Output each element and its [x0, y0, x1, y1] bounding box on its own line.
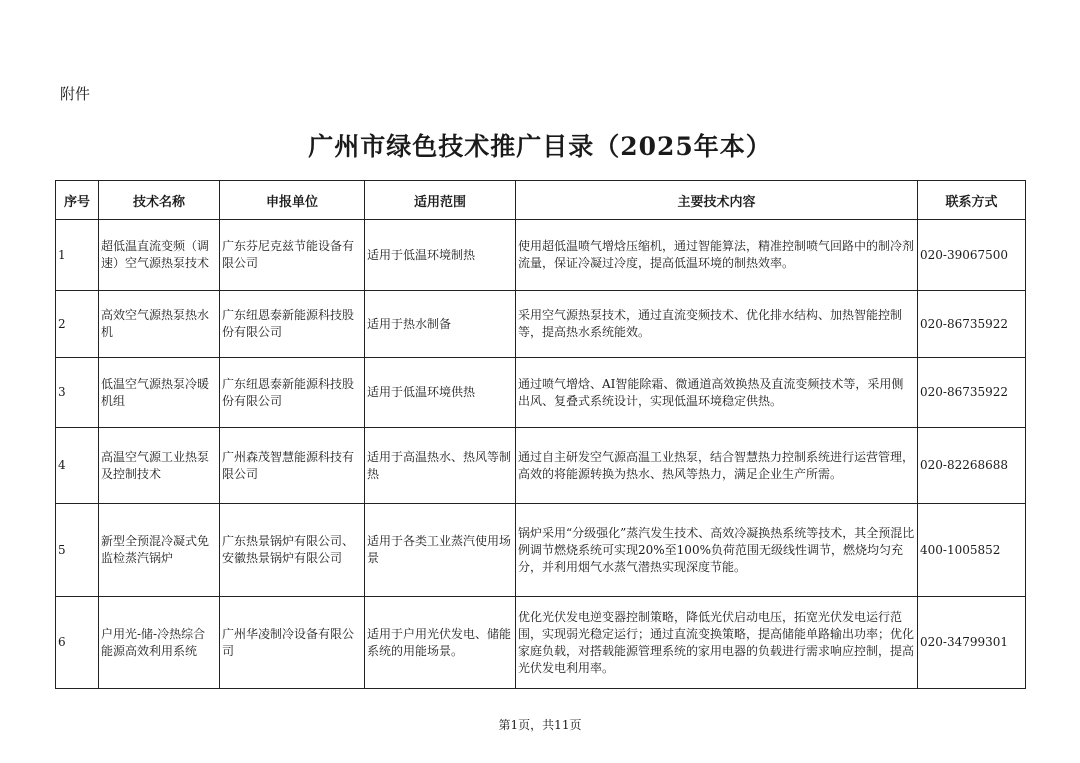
cell-contact: 020-86735922 [918, 358, 1026, 428]
cell-scope: 适用于低温环境供热 [365, 358, 516, 428]
cell-unit: 广东热景锅炉有限公司、安徽热景锅炉有限公司 [220, 504, 365, 597]
header-contact: 联系方式 [918, 181, 1026, 220]
header-scope: 适用范围 [365, 181, 516, 220]
table-row [56, 428, 1026, 504]
attachment-label: 附件 [60, 85, 91, 103]
cell-content: 使用超低温喷气增焓压缩机，通过智能算法，精准控制喷气回路中的制冷剂流量，保证冷凝过冷度，提高低温环境的制热效率。 [516, 220, 918, 291]
table-header-row [56, 181, 1026, 220]
cell-scope: 适用于户用光伏发电、储能系统的用能场景。 [365, 597, 516, 689]
cell-no: 6 [56, 597, 99, 689]
technology-catalog-table [55, 180, 1026, 689]
header-unit: 申报单位 [220, 181, 365, 220]
cell-content: 通过自主研发空气源高温工业热泵，结合智慧热力控制系统进行运营管理，高效的将能源转换为热水、热风等热力，满足企业生产所需。 [516, 428, 918, 504]
cell-unit: 广东纽恩泰新能源科技股份有限公司 [220, 291, 365, 358]
cell-no: 1 [56, 220, 99, 291]
cell-scope: 适用于低温环境制热 [365, 220, 516, 291]
cell-name: 新型全预混冷凝式免监检蒸汽锅炉 [99, 504, 220, 597]
header-no: 序号 [56, 181, 99, 220]
cell-scope: 适用于热水制备 [365, 291, 516, 358]
cell-content: 通过喷气增焓、AI智能除霜、微通道高效换热及直流变频技术等，采用侧出风、复叠式系统设计，实现低温环境稳定供热。 [516, 358, 918, 428]
cell-contact: 020-86735922 [918, 291, 1026, 358]
table-row [56, 597, 1026, 689]
cell-contact: 400-1005852 [918, 504, 1026, 597]
page-number: 第1页，共11页 [498, 718, 582, 732]
cell-name: 超低温直流变频（调速）空气源热泵技术 [99, 220, 220, 291]
cell-scope: 适用于各类工业蒸汽使用场景 [365, 504, 516, 597]
cell-content: 锅炉采用“分级强化”蒸汽发生技术、高效冷凝换热系统等技术，其全预混比例调节燃烧系统可实现20%至100%负荷范围无级线性调节，燃烧均匀充分，并利用烟气水蒸气潜热实现深度节能。 [516, 504, 918, 597]
cell-name: 高效空气源热泵热水机 [99, 291, 220, 358]
header-name: 技术名称 [99, 181, 220, 220]
cell-unit: 广东纽恩泰新能源科技股份有限公司 [220, 358, 365, 428]
cell-content: 采用空气源热泵技术，通过直流变频技术、优化排水结构、加热智能控制等，提高热水系统能效。 [516, 291, 918, 358]
cell-no: 4 [56, 428, 99, 504]
header-content: 主要技术内容 [516, 181, 918, 220]
table-row [56, 504, 1026, 597]
table-row [56, 358, 1026, 428]
cell-name: 户用光-储-冷热综合能源高效利用系统 [99, 597, 220, 689]
cell-name: 高温空气源工业热泵及控制技术 [99, 428, 220, 504]
cell-contact: 020-34799301 [918, 597, 1026, 689]
table-row [56, 220, 1026, 291]
cell-no: 3 [56, 358, 99, 428]
cell-contact: 020-39067500 [918, 220, 1026, 291]
cell-content: 优化光伏发电逆变器控制策略，降低光伏启动电压，拓宽光伏发电运行范围，实现弱光稳定运行；通过直流变换策略，提高储能单路输出功率；优化家庭负载，对搭载能源管理系统的家用电器的负载进行需求响应控制，提高光伏发电利用率。 [516, 597, 918, 689]
cell-scope: 适用于高温热水、热风等制热 [365, 428, 516, 504]
cell-name: 低温空气源热泵冷暖机组 [99, 358, 220, 428]
cell-no: 5 [56, 504, 99, 597]
cell-unit: 广东芬尼克兹节能设备有限公司 [220, 220, 365, 291]
document-title: 广州市绿色技术推广目录（2025年本） [308, 132, 772, 161]
table-row [56, 291, 1026, 358]
cell-unit: 广州森茂智慧能源科技有限公司 [220, 428, 365, 504]
cell-no: 2 [56, 291, 99, 358]
cell-unit: 广州华凌制冷设备有限公司 [220, 597, 365, 689]
cell-contact: 020-82268688 [918, 428, 1026, 504]
